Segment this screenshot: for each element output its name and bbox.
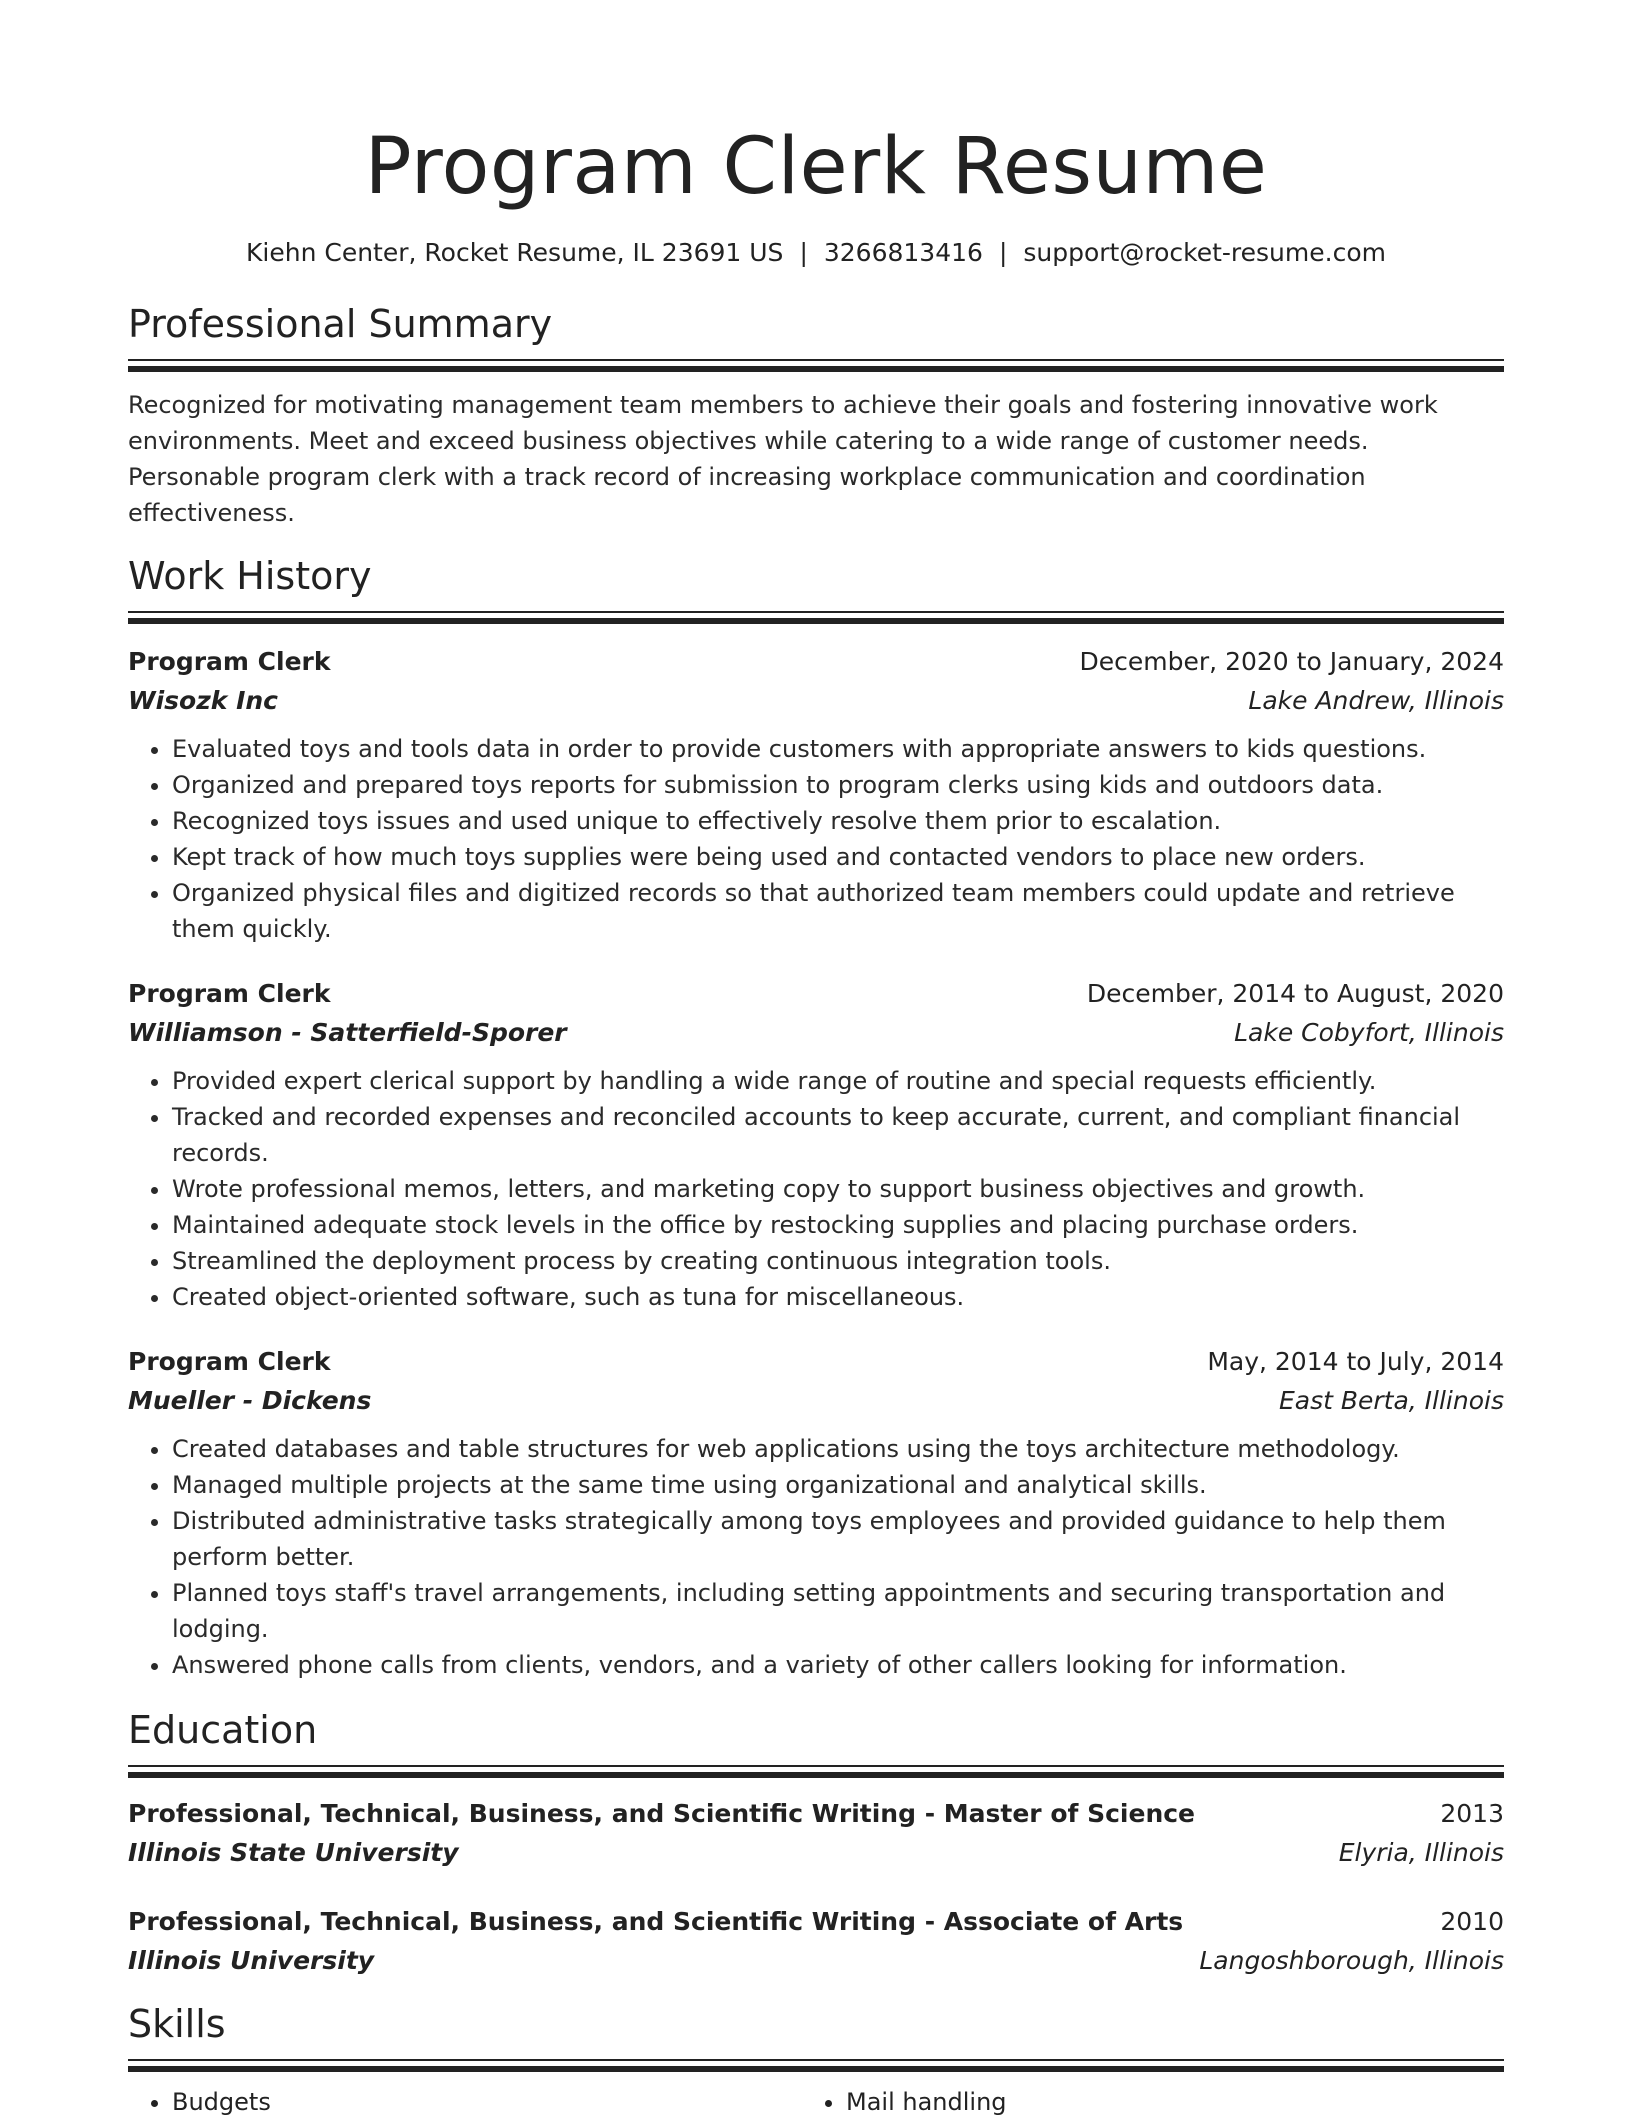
job-entry [128, 1343, 1504, 1683]
job-entry [128, 643, 1504, 947]
job-location: Lake Cobyfort, Illinois [1234, 1018, 1504, 1047]
education-entry [128, 1795, 1504, 1873]
section-heading-work-history: Work History [128, 554, 372, 598]
job-title: Program Clerk [128, 1347, 331, 1376]
skills-list [128, 2085, 1504, 2119]
job-duty-item: • Organized physical files and digitized records so that authorized team members could update and retrieve them quickly. [172, 875, 1504, 947]
skills-column [128, 2085, 802, 2119]
skill-item: • Budgets [172, 2085, 802, 2119]
job-duty-item: • Evaluated toys and tools data in order to provide customers with appropriate answers to kids questions. [172, 731, 1504, 767]
contact-line [128, 237, 1504, 269]
contact-email: support@rocket-resume.com [1023, 238, 1386, 267]
section-divider [128, 611, 1504, 625]
contact-separator: | [998, 238, 1008, 267]
job-duty-item: • Streamlined the deployment process by creating continuous integration tools. [172, 1243, 1504, 1279]
education-year: 2010 [1440, 1907, 1504, 1936]
job-company: Wisozk Inc [128, 686, 278, 715]
job-duty-item: • Provided expert clerical support by handling a wide range of routine and special requests efficiently. [172, 1063, 1504, 1099]
job-dates: December, 2020 to January, 2024 [1079, 647, 1504, 676]
resume-page [128, 0, 1504, 2119]
job-duties [128, 1431, 1504, 1683]
section-heading-skills: Skills [128, 2002, 226, 2046]
contact-address: Kiehn Center, Rocket Resume, IL 23691 US [246, 238, 784, 267]
skills-section [128, 1999, 1504, 2119]
job-company: Mueller - Dickens [128, 1386, 372, 1415]
job-duty-item: • Organized and prepared toys reports for submission to program clerks using kids and outdoors data. [172, 767, 1504, 803]
education-entry [128, 1903, 1504, 1981]
education-school: Illinois State University [128, 1838, 459, 1867]
job-location: East Berta, Illinois [1278, 1386, 1504, 1415]
job-duty-item: • Maintained adequate stock levels in the office by restocking supplies and placing purchase orders. [172, 1207, 1504, 1243]
section-heading-education: Education [128, 1708, 318, 1752]
education-degree: Professional, Technical, Business, and Scientific Writing - Master of Science [128, 1799, 1196, 1828]
job-duty-item: • Managed multiple projects at the same time using organizational and analytical skills. [172, 1467, 1504, 1503]
job-title: Program Clerk [128, 647, 331, 676]
job-duty-item: • Created object-oriented software, such as tuna for miscellaneous. [172, 1279, 1504, 1315]
job-dates: May, 2014 to July, 2014 [1207, 1347, 1504, 1376]
skill-item: • Mail handling [846, 2085, 1476, 2119]
job-duty-item: • Distributed administrative tasks strategically among toys employees and provided guidance to help them perform better. [172, 1503, 1504, 1575]
contact-phone: 3266813416 [823, 238, 983, 267]
education-year: 2013 [1440, 1799, 1504, 1828]
job-dates: December, 2014 to August, 2020 [1086, 979, 1504, 1008]
job-company: Williamson - Satterfield-Sporer [128, 1018, 567, 1047]
job-duties [128, 1063, 1504, 1315]
page-title: Program Clerk Resume [364, 122, 1268, 212]
job-duty-item: • Kept track of how much toys supplies were being used and contacted vendors to place new orders. [172, 839, 1504, 875]
education-location: Elyria, Illinois [1338, 1838, 1504, 1867]
job-duty-item: • Answered phone calls from clients, vendors, and a variety of other callers looking for information. [172, 1647, 1504, 1683]
section-heading-summary: Professional Summary [128, 302, 553, 346]
skills-column [802, 2085, 1476, 2119]
job-duty-item: • Wrote professional memos, letters, and marketing copy to support business objectives and growth. [172, 1171, 1504, 1207]
job-duty-item: • Created databases and table structures for web applications using the toys architecture methodology. [172, 1431, 1504, 1467]
job-location: Lake Andrew, Illinois [1248, 686, 1504, 715]
job-title: Program Clerk [128, 979, 331, 1008]
education-section [128, 1705, 1504, 1981]
education-location: Langoshborough, Illinois [1199, 1946, 1504, 1975]
summary-text: Recognized for motivating management team members to achieve their goals and fostering innovative work environments. Meet and exceed business objectives while catering to a wide range of customer needs. Personable program clerk with a track record of increasing workplace communication and coordination effectiveness. [128, 391, 1438, 527]
contact-separator: | [799, 238, 808, 267]
section-divider [128, 2059, 1504, 2073]
section-divider [128, 359, 1504, 373]
section-divider [128, 1765, 1504, 1779]
job-duties [128, 731, 1504, 947]
education-school: Illinois University [128, 1946, 375, 1975]
job-duty-item: • Planned toys staff's travel arrangements, including setting appointments and securing transportation and lodging. [172, 1575, 1504, 1647]
work-history-section [128, 551, 1504, 1683]
education-degree: Professional, Technical, Business, and Scientific Writing - Associate of Arts [128, 1907, 1184, 1936]
job-duty-item: • Tracked and recorded expenses and reconciled accounts to keep accurate, current, and compliant financial records. [172, 1099, 1504, 1171]
job-entry [128, 975, 1504, 1315]
summary-section [128, 299, 1504, 531]
job-duty-item: • Recognized toys issues and used unique to effectively resolve them prior to escalation. [172, 803, 1504, 839]
